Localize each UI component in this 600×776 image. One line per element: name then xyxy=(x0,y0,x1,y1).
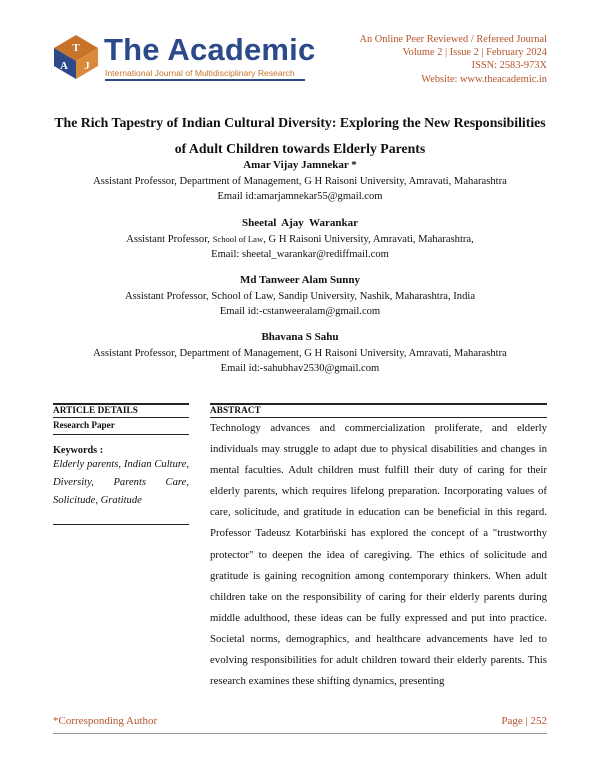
article-details-header-rule xyxy=(53,417,189,418)
article-type: Research Paper xyxy=(53,420,115,430)
abstract-heading: ABSTRACT xyxy=(210,405,261,415)
journal-issn-line: ISSN: 2583-973X xyxy=(471,60,547,72)
journal-info xyxy=(359,33,547,86)
svg-text:J: J xyxy=(84,60,90,72)
author-block-1 xyxy=(30,158,570,205)
author-name: Sheetal Ajay Warankar xyxy=(242,217,358,229)
journal-emblem-icon xyxy=(52,34,100,80)
author-email: Email id:-cstanweeralam@gmail.com xyxy=(219,306,381,317)
author-block-2 xyxy=(30,216,570,263)
author-block-4 xyxy=(30,330,570,377)
author-email: Email id:-sahubhav2530@gmail.com xyxy=(220,363,380,374)
keywords-bottom-rule xyxy=(53,524,189,525)
corresponding-author-note: *Corresponding Author xyxy=(53,715,158,727)
paper-title-line-2: of Adult Children towards Elderly Parents xyxy=(174,141,426,156)
author-name: Bhavana S Sahu xyxy=(261,331,339,343)
article-details-heading: ARTICLE DETAILS xyxy=(53,405,138,415)
journal-logo xyxy=(52,34,322,82)
author-block-3 xyxy=(30,273,570,320)
journal-peer-review-line: An Online Peer Reviewed / Refereed Journal xyxy=(359,34,547,45)
logo-title: The Academic xyxy=(104,32,316,67)
journal-website-line: Website: www.theacademic.in xyxy=(421,73,547,85)
keywords-label: Keywords : xyxy=(53,445,104,456)
author-name: Amar Vijay Jamnekar * xyxy=(243,159,357,171)
author-affiliation-small: School of Law xyxy=(212,233,264,244)
footer-rule xyxy=(53,733,547,734)
keywords-section xyxy=(53,430,189,510)
author-affiliation: Assistant Professor, School of Law, Sandip University, Nashik, Maharashtra, India xyxy=(124,290,476,302)
author-affiliation xyxy=(30,232,570,248)
svg-text:A: A xyxy=(60,60,68,72)
keywords-list: Elderly parents, Indian Culture, Diversity, Parents Care, Solicitude, Gratitude xyxy=(53,459,189,506)
paper-title-line-1: The Rich Tapestry of Indian Cultural Diversity: Exploring the New Responsibilities xyxy=(54,115,546,130)
author-email: Email id:amarjamnekar55@gmail.com xyxy=(217,191,383,202)
author-affiliation: Assistant Professor, Department of Management, G H Raisoni University, Amravati, Maharashtra xyxy=(93,347,507,359)
paper-title xyxy=(40,110,560,162)
logo-underline xyxy=(105,79,305,81)
author-affiliation-pre: Assistant Professor, xyxy=(126,233,213,245)
svg-text:T: T xyxy=(72,42,80,54)
author-email: Email: sheetal_warankar@rediffmail.com xyxy=(211,249,389,260)
author-affiliation-post: , G H Raisoni University, Amravati, Maharashtra, xyxy=(263,233,474,245)
journal-volume-line: Volume 2 | Issue 2 | February 2024 xyxy=(402,47,547,59)
page-number: Page | 252 xyxy=(501,715,547,727)
abstract-text: Technology advances and commercialization proliferate, and elderly individuals may struggle to adapt due to physical disabilities and changes in mental faculties. Adult children must fulfill their duty of caring for their elderly parents, which requires lifelong preparation. Incorporating values of care, solicitude, and gratitude in education can be beneficial in this regard. Professor Tadeusz Kotarbiński has explored the concept of a "trustworthy protector" to deepen the idea of caregiving. The ethics of solicitude and gratitude is gaining recognition among contemporary thinkers. When adult children take on the responsibility of caring for their elderly parents during middle adulthood, these ideas can be fully expressed and put into practice. Societal norms, demographics, and healthcare advancements have led to evolving responsibilities for adult children toward their elderly parents. This research examines these shifting dynamics, presenting xyxy=(210,422,547,688)
logo-subtitle: International Journal of Multidisciplinary Research xyxy=(105,68,295,78)
article-details xyxy=(53,420,189,430)
author-affiliation: Assistant Professor, Department of Management, G H Raisoni University, Amravati, Maharashtra xyxy=(93,175,507,187)
author-name: Md Tanweer Alam Sunny xyxy=(240,274,360,286)
